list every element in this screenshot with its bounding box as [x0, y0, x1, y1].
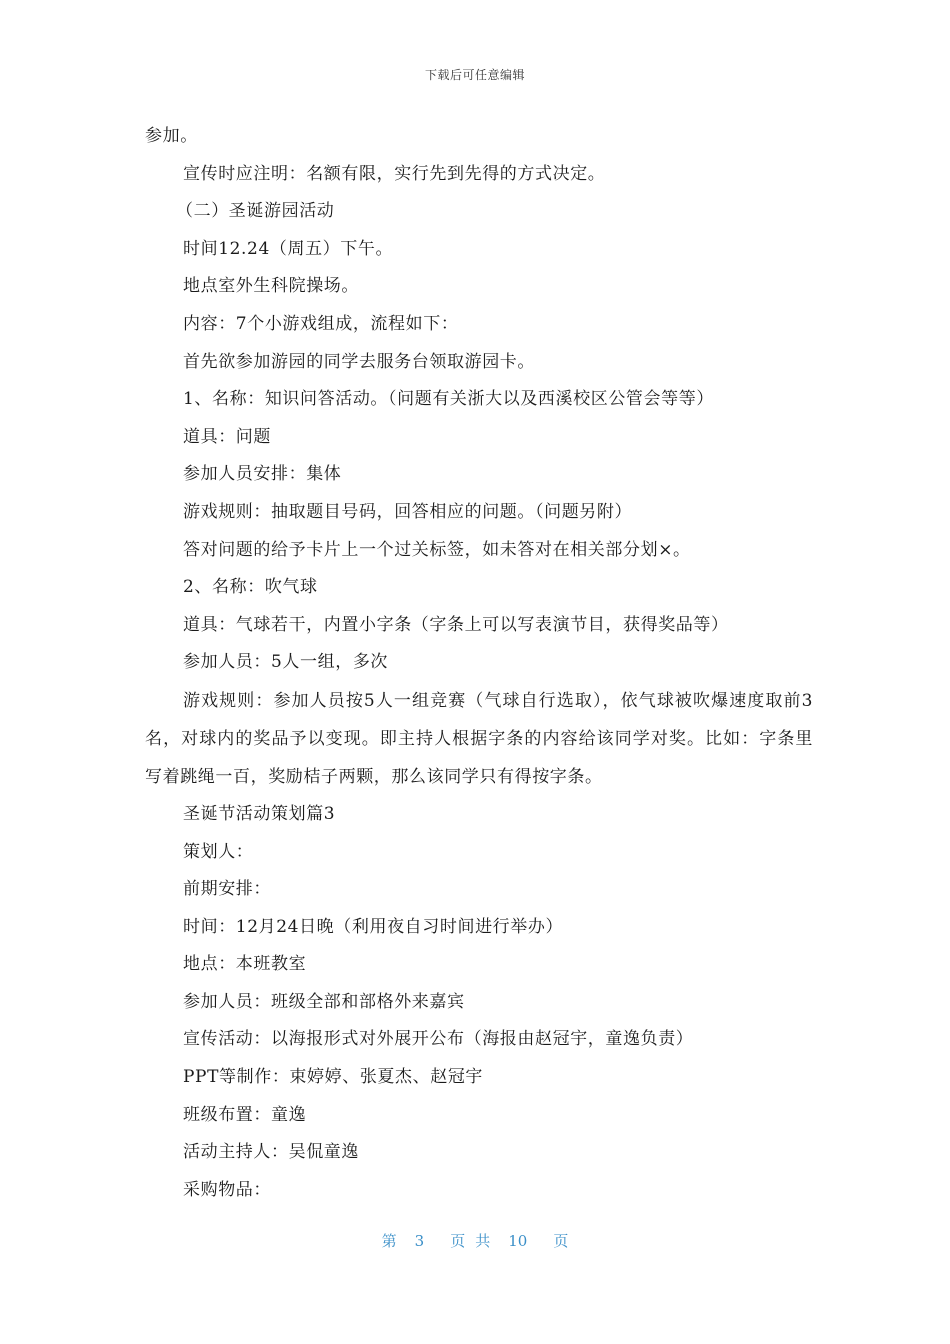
paragraph: PPT等制作：束婷婷、张夏杰、赵冠宇 — [183, 1067, 484, 1088]
paragraph: 道具：气球若干，内置小字条（字条上可以写表演节目，获得奖品等） — [183, 614, 729, 635]
paragraph: 地点室外生科院操场。 — [183, 276, 359, 297]
paragraph: 游戏规则：抽取题目号码，回答相应的问题。（问题另附） — [183, 501, 633, 522]
paragraph: 参加。 — [145, 126, 198, 146]
page-number-footer — [0, 1230, 950, 1251]
paragraph: 前期安排： — [183, 879, 271, 900]
list-item: 2、名称：吹气球 — [183, 577, 318, 598]
footer-mid: 页 共 — [450, 1232, 491, 1250]
paragraph: 答对问题的给予卡片上一个过关标签，如未答对在相关部分划×。 — [183, 539, 691, 560]
paragraph: 地点：本班教室 — [183, 954, 307, 975]
paragraph: 宣传活动：以海报形式对外展开公布（海报由赵冠宇，童逸负责） — [183, 1029, 694, 1050]
paragraph: 内容：7个小游戏组成，流程如下： — [183, 313, 459, 334]
paragraph: 参加人员安排：集体 — [183, 464, 342, 485]
footer-suffix: 页 — [553, 1232, 569, 1250]
paragraph: 采购物品： — [183, 1179, 271, 1200]
paragraph: 活动主持人：吴侃童逸 — [183, 1142, 359, 1163]
list-item: 1、名称：知识问答活动。（问题有关浙大以及西溪校区公管会等等） — [183, 389, 714, 410]
paragraph: 道具：问题 — [183, 426, 271, 447]
footer-prefix: 第 — [381, 1232, 397, 1250]
total-page-number: 10 — [508, 1232, 528, 1250]
paragraph: 宣传时应注明：名额有限，实行先到先得的方式决定。 — [183, 163, 606, 184]
paragraph: 班级布置：童逸 — [183, 1104, 307, 1125]
paragraph: 参加人员：班级全部和部格外来嘉宾 — [183, 991, 465, 1012]
paragraph: 策划人： — [183, 841, 254, 862]
paragraph: 首先欲参加游园的同学去服务台领取游园卡。 — [183, 351, 535, 372]
section-heading: （二）圣诞游园活动 — [176, 201, 335, 222]
paragraph: 时间12.24（周五）下午。 — [183, 238, 394, 259]
paragraph: 参加人员：5人一组，多次 — [183, 652, 389, 673]
page-header: 下载后可任意编辑 — [424, 68, 525, 82]
document-body — [145, 118, 813, 1209]
paragraph: 游戏规则：参加人员按5人一组竞赛（气球自行选取），依气球被吹爆速度取前3名，对球内的奖品予以变现。即主持人根据字条的内容给该同学对奖。比如：字条里写着跳绳一百，奖励桔子两颗，那么该同学只有得按字条。 — [145, 690, 813, 787]
paragraph: 时间：12月24日晚（利用夜自习时间进行举办） — [183, 916, 564, 937]
section-heading: 圣诞节活动策划篇3 — [183, 803, 336, 824]
current-page-number: 3 — [414, 1232, 425, 1250]
